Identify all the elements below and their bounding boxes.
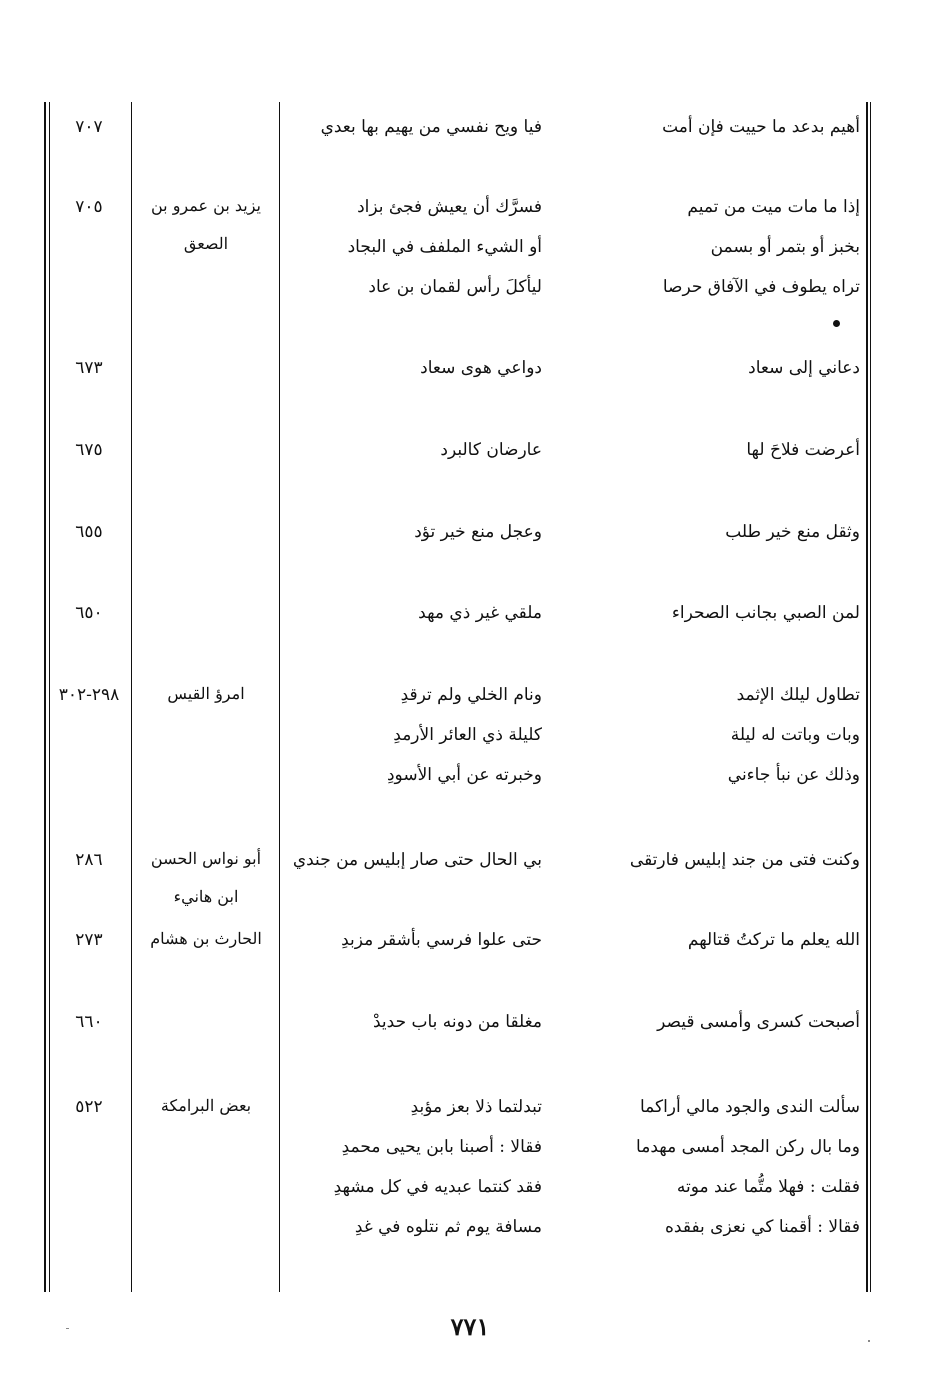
first-hemistich: تطاول ليلك الإثمد (736, 685, 860, 705)
second-hemistich: تبدلتما ذلا بعز مؤبدِ (410, 1097, 542, 1117)
page-number: ٧٧١ (450, 1312, 490, 1341)
verse-line (0, 517, 943, 557)
verse-line (0, 272, 943, 312)
second-hemistich: ليأكلَ رأس لقمان بن عاد (368, 277, 542, 297)
poet-name: ابن هانيء (173, 887, 239, 906)
page-reference: ٦٦٠ (75, 1012, 103, 1032)
poet-name: بعض البرامكة (160, 1096, 252, 1115)
second-hemistich: ونام الخلي ولم ترقدِ (400, 685, 542, 705)
second-hemistich: فقد كنتما عبديه في كل مشهدِ (333, 1177, 542, 1197)
poet-name: يزيد بن عمرو بن (150, 196, 261, 215)
second-hemistich: عارضان كالبرد (440, 440, 542, 460)
verse-line (0, 353, 943, 393)
poet-name: الحارث بن هشام (150, 929, 262, 948)
page-reference: ٢٨٦ (75, 850, 103, 870)
poet-name: امرؤ القيس (167, 684, 245, 703)
page-reference: ٦٥٥ (75, 522, 103, 542)
verse-line (0, 1172, 943, 1212)
first-hemistich: وبات وباتت له ليلة (730, 725, 860, 745)
page-reference: ٦٧٥ (75, 440, 103, 460)
second-hemistich: أو الشيء الملفف في البجاد (347, 237, 542, 257)
page-reference: ٢٧٣ (75, 930, 103, 950)
second-hemistich: كليلة ذي العائر الأرمدِ (393, 725, 542, 745)
first-hemistich: فقلت : فهلا متُّما عند موته (676, 1177, 860, 1197)
second-hemistich: وعجل منع خير تؤد (414, 522, 542, 542)
poet-name: الصعق (183, 234, 229, 253)
first-hemistich: إذا ما مات ميت من تميم (687, 197, 860, 217)
verse-line (0, 720, 943, 760)
first-hemistich: أصبحت كسرى وأمسى قيصر (657, 1012, 860, 1032)
verse-line (0, 1007, 943, 1047)
second-hemistich: فسرَّك أن يعيش فجئ بزاد (357, 197, 542, 217)
first-hemistich: أهيم بدعد ما حييت فإن أمت (662, 117, 860, 137)
page-reference: ٢٩٨-٣٠٢ (58, 685, 120, 705)
second-hemistich: مسافة يوم ثم نتلوه في غدِ (354, 1217, 542, 1237)
second-hemistich: بي الحال حتى صار إبليس من جندي (292, 850, 542, 870)
page-reference: ٦٧٣ (75, 358, 103, 378)
scan-speck (66, 1328, 69, 1329)
verse-line (0, 1132, 943, 1172)
first-hemistich: تراه يطوف في الآفاق حرصا (662, 277, 860, 297)
poet-name: أبو نواس الحسن (150, 849, 262, 868)
verse-line (0, 435, 943, 475)
first-hemistich: وذلك عن نبأ جاءني (727, 765, 860, 785)
verse-line (0, 760, 943, 800)
first-hemistich: دعاني إلى سعاد (748, 358, 860, 378)
verse-line (0, 598, 943, 638)
second-hemistich: مغلقا من دونه باب حديدْ (372, 1012, 542, 1032)
verse-line (0, 112, 943, 152)
first-hemistich: الله يعلم ما تركتُ قتالهم (687, 930, 860, 950)
second-hemistich: ملقي غير ذي مهد (418, 603, 542, 623)
verse-line (0, 1212, 943, 1252)
first-hemistich: بخبز أو بتمر أو بسمن (710, 237, 860, 257)
page-reference: ٥٢٢ (75, 1097, 103, 1117)
first-hemistich: أعرضت فلاحَ لها (746, 440, 860, 460)
bullet-dot (833, 320, 840, 327)
second-hemistich: وخبرته عن أبي الأسودِ (386, 765, 542, 785)
second-hemistich: فيا ويح نفسي من يهيم بها بعدي (320, 117, 542, 137)
page-reference: ٦٥٠ (75, 603, 103, 623)
second-hemistich: حتى علوا فرسي بأشقر مزبدِ (341, 930, 542, 950)
first-hemistich: وما بال ركن المجد أمسى مهدما (636, 1137, 860, 1157)
first-hemistich: فقالا : أقمنا كي نعزى بفقده (665, 1217, 860, 1237)
first-hemistich: وكنت فتى من جند إبليس فارتقى (629, 850, 860, 870)
first-hemistich: وثقل منع خير طلب (725, 522, 860, 542)
page-reference: ٧٠٧ (75, 117, 103, 137)
page-reference: ٧٠٥ (75, 197, 103, 217)
second-hemistich: دواعي هوى سعاد (420, 358, 542, 378)
first-hemistich: لمن الصبي بجانب الصحراء (671, 603, 860, 623)
first-hemistich: سألت الندى والجود مالي أراكما (639, 1097, 860, 1117)
scan-speck (868, 1340, 870, 1342)
second-hemistich: فقالا : أصبنا بابن يحيى محمدِ (341, 1137, 542, 1157)
